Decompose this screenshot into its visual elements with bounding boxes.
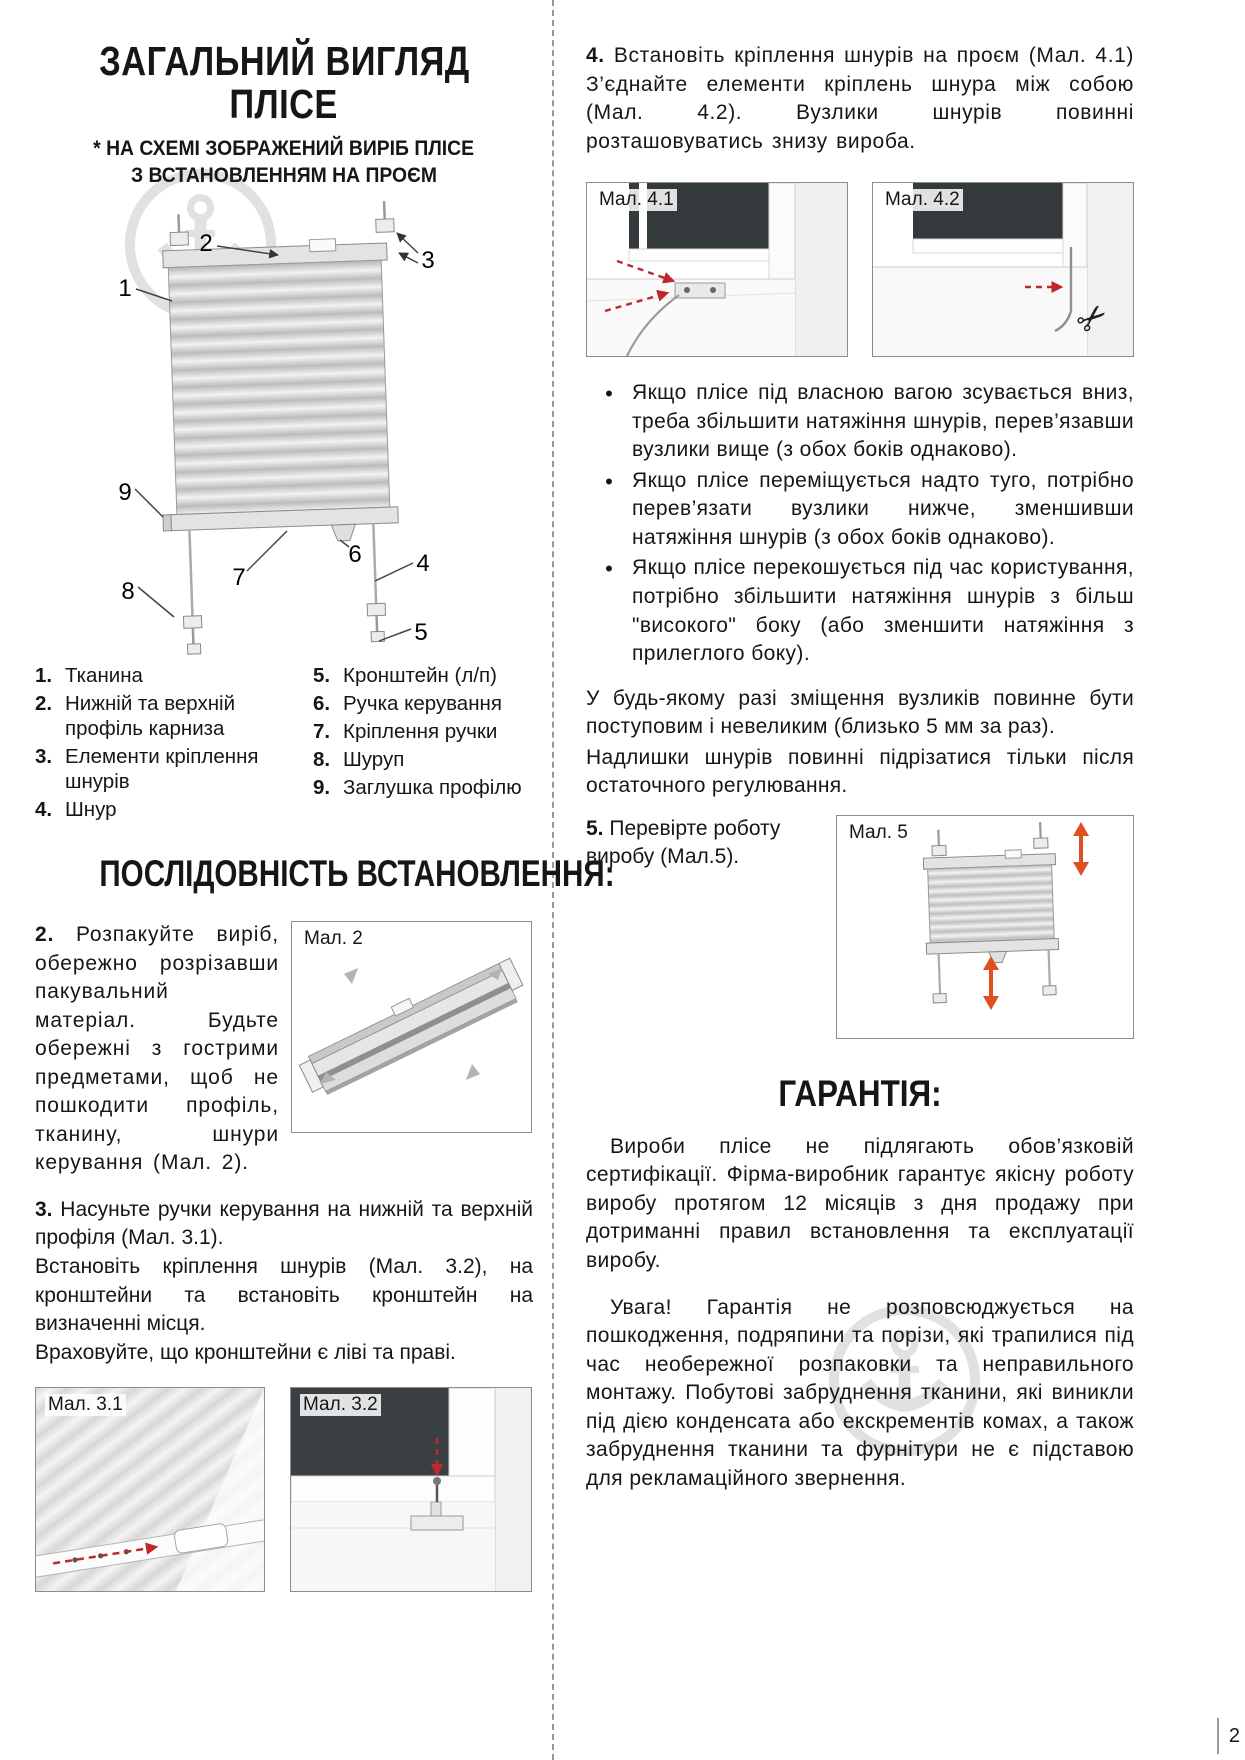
figure-label: Мал. 2: [301, 928, 366, 950]
note-paragraph: Надлишки шнурів повинні підрізатися тільки після остаточного регулювання.: [586, 745, 1134, 798]
figure-4-2: [872, 182, 1134, 357]
figure-label: Мал. 4.2: [882, 189, 963, 211]
legend-column: [35, 663, 313, 825]
fig5-illustration: [837, 816, 1133, 1038]
figure-label: Мал. 4.1: [596, 189, 677, 211]
diagram-callout: 3: [421, 247, 435, 274]
figure-2: [291, 921, 532, 1133]
page-title: [35, 40, 533, 125]
step2-section: [35, 921, 533, 1178]
step-number: 3.: [35, 1197, 53, 1221]
right-column: [586, 42, 1134, 1493]
step-number: 2.: [35, 923, 55, 946]
diagram-callout: 4: [416, 550, 430, 577]
diagram-callout: 9: [118, 479, 132, 506]
step4-paragraph: 4. Встановіть кріплення шнурів на проєм (Мал. 4.1) З’єднайте елементи кріплень шнура між собою (Мал. 4.2). Вузлики шнурів повинні розташовуватись знизу вироба.: [586, 44, 1134, 153]
legend-item: 4. Шнур: [35, 798, 117, 821]
step5-section: [586, 815, 1134, 1049]
diagram-callout: 8: [121, 578, 135, 605]
left-column: [35, 38, 615, 1592]
figure-5: [836, 815, 1134, 1039]
legend-item: 8. Шуруп: [313, 748, 405, 771]
list-item: • Якщо плісе переміщується надто туго, потрібно перев’язати вузлики нижче, зменшивши натяжіння шнурів (з обох боків однаково).: [586, 467, 1134, 553]
figures-row: [35, 1387, 533, 1592]
diagram-callout: 6: [348, 541, 362, 568]
figure-label: Мал. 5: [846, 822, 911, 844]
step3-paragraph: Встановіть кріплення шнурів (Мал. 3.2), на кронштейни та встановіть кронштейн на визначенні місця.: [35, 1255, 533, 1336]
title-line: ЗАГАЛЬНИЙ ВИГЛЯД: [98, 38, 470, 84]
figure-3-2: [290, 1387, 532, 1592]
warranty-heading: ГАРАНТІЯ:: [778, 1072, 942, 1114]
overview-diagram: [35, 191, 532, 659]
warranty-paragraph: Увага! Гарантія не розповсюджується на пошкодження, подряпини та порізи, які трапилися під час необережної розпаковки та неправильного монтажу. Побутові забруднення тканини, які виникли під дією конденсата або екскрементів комах, а також забруднення тканини та фурнітури не є підставою для рекламаційного звернення.: [586, 1295, 1134, 1490]
list-item: • Якщо плісе під власною вагою зсувається вниз, треба збільшити натяжіння шнурів, перев’язавши вузлики вище (з обох боків однаково).: [586, 379, 1134, 465]
fig32-illustration: [291, 1388, 531, 1591]
subtitle-line: * НА СХЕМІ ЗОБРАЖЕНИЙ ВИРІБ ПЛІСЕ: [93, 136, 475, 161]
figure-label: Мал. 3.2: [300, 1394, 381, 1416]
legend-item: 6. Ручка керування: [313, 692, 502, 715]
figure-label: Мал. 3.1: [45, 1394, 126, 1416]
fig2-illustration: [292, 922, 531, 1132]
figures-row: [586, 182, 1134, 357]
title-line: ПЛІСЕ: [229, 80, 339, 127]
step3-paragraph: Враховуйте, що кронштейни є ліві та праві.: [35, 1340, 456, 1364]
step2-paragraph: 2. Розпакуйте виріб, обережно розрізавши пакувальний матеріал. Будьте обережні з гострими предметами, щоб не пошкодити профіль, тканину, шнури керування (Мал. 2).: [35, 923, 279, 1175]
sequence-heading: ПОСЛІДОВНІСТЬ ВСТАНОВЛЕННЯ:: [99, 853, 615, 894]
legend-item: 3. Елементи кріплення шнурів: [35, 745, 259, 793]
warranty-paragraph: Вироби плісе не підлягають обов’язковій сертифікації. Фірма-виробник гарантує якісну роботу виробу протягом 12 місяців з дня продажу при дотриманні правил встановлення та експлуатації виробу.: [586, 1134, 1134, 1273]
step3-section: [35, 1196, 533, 1367]
legend-item: 7. Кріплення ручки: [313, 720, 498, 743]
legend-item: 9. Заглушка профілю: [313, 776, 522, 799]
legend-column: [313, 663, 533, 825]
step5-paragraph: 5. Перевірте роботу виробу (Мал.5).: [586, 816, 781, 869]
legend-item: 5. Кронштейн (л/п): [313, 664, 497, 687]
diagram-callout: 5: [414, 619, 428, 646]
diagram-legend: [35, 663, 533, 825]
diagram-callout: 2: [199, 230, 213, 257]
page-subtitle: [35, 135, 533, 189]
diagram-callout: 1: [118, 275, 132, 302]
list-item: • Якщо плісе перекошується під час користування, потрібно збільшити натяжіння шнурів з більш "високого" боку (або зменшити натяжіння з прилеглого боку).: [586, 554, 1134, 668]
fig31-illustration: [36, 1388, 264, 1591]
step3-paragraph: 3. Насуньте ручки керування на нижній та верхній профіля (Мал. 3.1).: [35, 1197, 533, 1250]
note-paragraph: У будь-якому разі зміщення вузликів повинне бути поступовим і невеликим (близько 5 мм за раз).: [586, 686, 1134, 739]
figure-4-1: [586, 182, 848, 357]
subtitle-line: З ВСТАНОВЛЕННЯМ НА ПРОЄМ: [131, 163, 437, 188]
step-number: 4.: [586, 44, 605, 67]
legend-item: 1. Тканина: [35, 664, 143, 687]
scissors-icon: ✂: [1067, 292, 1117, 344]
page-number: 2: [1228, 1724, 1240, 1747]
legend-item: 2. Нижній та верхній профіль карниза: [35, 692, 236, 740]
adjustment-bullet-list: [586, 379, 1134, 668]
page-number-rule: [1217, 1718, 1219, 1754]
step-number: 5.: [586, 816, 604, 840]
diagram-callout: 7: [232, 564, 246, 591]
page-number-area: [1217, 1718, 1240, 1754]
figure-3-1: [35, 1387, 265, 1592]
